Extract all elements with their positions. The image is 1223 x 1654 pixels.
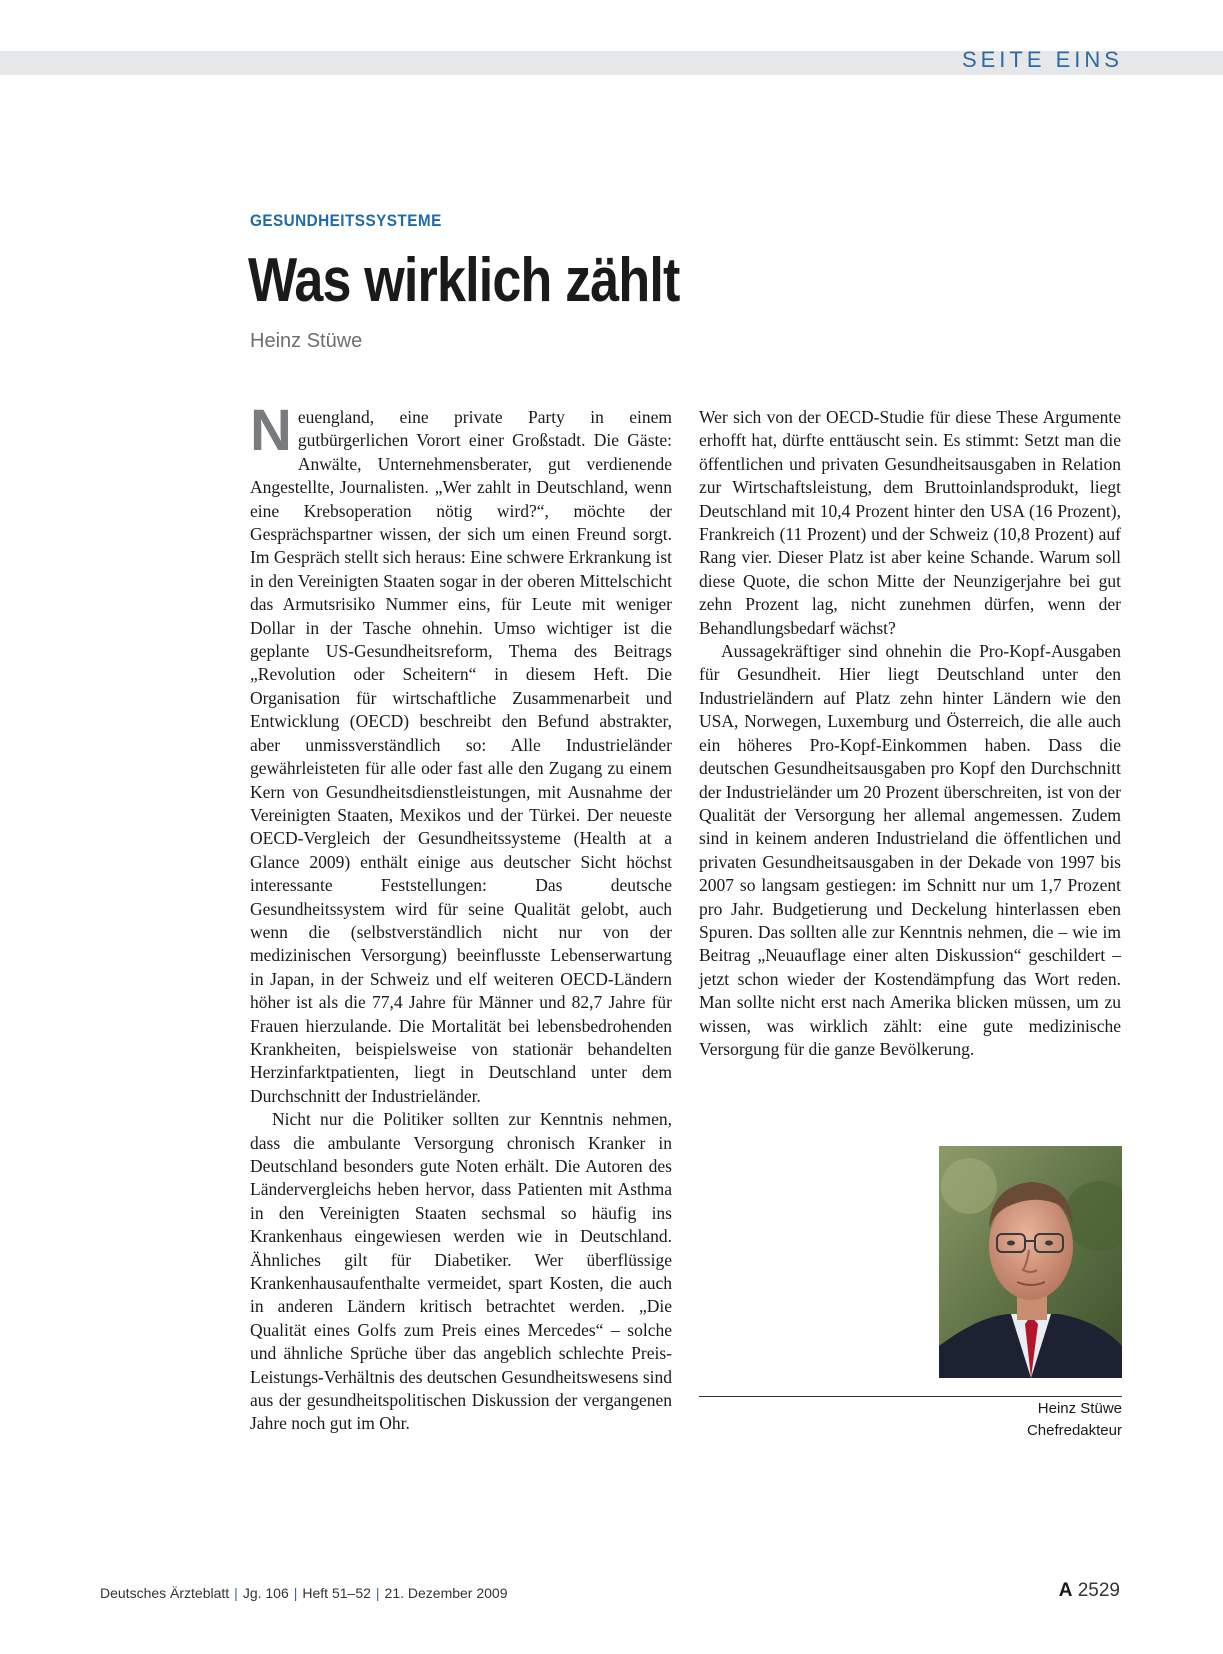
page-number-value: 2529 [1077, 1580, 1120, 1601]
portrait-illustration [939, 1146, 1122, 1378]
paragraph: Wer sich von der OECD-Studie für diese These Argumente erhofft hat, dürfte enttäuscht sein. Es stimmt: Setzt man die öffentlichen und privaten Gesundheitsausgaben in Relation zur Wirtschaftsleistung, dem Bruttoinlandsprodukt, liegt Deutschland mit 10,4 Prozent hinter den USA (16 Prozent), Frankreich (11 Prozent) und der Schweiz (10,8 Prozent) auf Rang vier. Dieser Platz ist aber keine Schande. Warum soll diese Quote, die schon Mitte der Neunzigerjahre bei gut zehn Prozent lag, nicht zunehmen dürfen, wenn der Behandlungsbedarf wächst? [699, 407, 1121, 638]
page-footer [100, 1585, 508, 1601]
paragraph: Nicht nur die Politiker sollten zur Kenntnis nehmen, dass die ambulante Versorgung chronisch Kranker in Deutschland besonders gute Noten erhält. Die Autoren des Ländervergleichs heben hervor, dass Patienten mit Asthma in den Vereinigten Staaten sechsmal so häufig ins Krankenhaus eingewiesen werden wie in Deutschland. Ähnliches gilt für Diabetiker. Wer überflüssige Krankenhausaufenthalte vermeidet, spart Kosten, die auch in anderen Ländern kritisch betrachtet werden. „Die Qualität eines Golfs zum Preis eines Mercedes“ – solche und ähnliche Sprüche über das angeblich schlechte Preis-Leistungs-Verhältnis des deutschen Gesundheitswesens sind aus der gesundheitspolitischen Diskussion der vergangenen Jahre noch gut im Ohr. [250, 1109, 672, 1434]
author-portrait [939, 1146, 1122, 1378]
paragraph: Aussagekräftiger sind ohnehin die Pro-Kopf-Ausgaben für Gesundheit. Hier liegt Deutschland unter den Industrieländern auf Platz zehn hinter Ländern wie den USA, Norwegen, Luxemburg und Österreich, die alle auch ein höheres Pro-Kopf-Einkommen haben. Dass die deutschen Gesundheitsausgaben pro Kopf den Durchschnitt der Industrieländer um 20 Prozent überschreiten, ist von der Qualität der Versorgung her allemal angemessen. Zudem sind in keinem anderen Industrieland die öffentlichen und privaten Gesundheitsausgaben in der Dekade von 1997 bis 2007 so langsam gestiegen: im Schnitt nur um 1,7 Prozent pro Jahr. Budgetierung und Deckelung hinterlassen eben Spuren. Das sollten alle zur Kenntnis nehmen, die – wie im Beitrag „Neuauflage einer alten Diskussion“ geschildert – jetzt schon wieder der Kostendämpfung das Wort reden. Man sollte nicht erst nach Amerika blicken müssen, um zu wissen, was wirklich zählt: eine gute medizinische Versorgung für die ganze Bevölkerung. [699, 641, 1121, 1059]
caption-name: Heinz Stüwe [1037, 1400, 1122, 1417]
journal-volume: Jg. 106 [242, 1585, 289, 1601]
footer-separator: | [375, 1585, 380, 1601]
paragraph-text: euengland, eine private Party in einem gutbürgerlichen Vorort einer Großstadt. Die Gäste: Anwälte, Unternehmensberater, gut verdienende Angestellte, Journalisten. „Wer zahlt in Deutschland, wenn eine Krebsoperation nötig wird?“, möchte der Gesprächspartner wissen, der sich um einen Freund sorgt. Im Gespräch stellt sich heraus: Eine schwere Erkrankung ist in den Vereinigten Staaten sogar in der oberen Mittelschicht das Armutsrisiko Nummer eins, für Leute mit weniger Dollar in der Tasche ohnehin. Umso wichtiger ist die geplante US-Gesundheitsreform, Thema des Beitrags „Revolution oder Scheitern“ in diesem Heft. Die Organisation für wirtschaftliche Zusammenarbeit und Entwicklung (OECD) beschreibt den Befund abstrakter, aber unmissverständlich so: Alle Industrieländer gewährleisteten für alle oder fast alle den Zugang zu einem Kern von Gesundheitsdienstleistungen, mit Ausnahme der Vereinigten Staaten, Mexikos und der Türkei. Der neueste OECD-Vergleich der Gesundheitssysteme (Health at a Glance 2009) enthält einige aus deutscher Sicht höchst interessante Feststellungen: Das deutsche Gesundheitssystem wird für seine Qualität gelobt, auch wenn die (selbstverständlich nicht nur von der medizinischen Versorgung) beeinflusste Lebenserwartung in Japan, in der Schweiz und elf weiteren OECD-Ländern höher ist als die 77,4 Jahre für Männer und 82,7 Jahre für Frauen hierzulande. Die Mortalität bei lebensbedrohenden Krankheiten, beispielsweise von stationär behandelten Herzinfarktpatienten, liegt in Deutschland unter dem Durchschnitt der Industrieländer. [250, 407, 672, 1106]
footer-separator: | [293, 1585, 298, 1601]
caption-role: Chefredakteur [1026, 1422, 1122, 1439]
publication-date: 21. Dezember 2009 [384, 1585, 508, 1601]
journal-issue: Heft 51–52 [302, 1585, 371, 1601]
page-prefix: A [1058, 1580, 1073, 1601]
footer-separator: | [234, 1585, 238, 1601]
photo-caption [1027, 1398, 1122, 1442]
caption-rule [699, 1396, 1122, 1397]
article-kicker: GESUNDHEITSSYSTEME [250, 211, 442, 230]
journal-name: Deutsches Ärzteblatt [100, 1585, 230, 1601]
article-title: Was wirklich zählt [248, 246, 680, 315]
paragraph [250, 398, 672, 1108]
section-label: SEITE EINS [961, 47, 1123, 72]
article-column-left [250, 398, 672, 1436]
article-author: Heinz Stüwe [250, 330, 363, 352]
drop-cap: N [250, 398, 292, 463]
article-column-right [699, 406, 1121, 1061]
page-number [1059, 1580, 1120, 1602]
